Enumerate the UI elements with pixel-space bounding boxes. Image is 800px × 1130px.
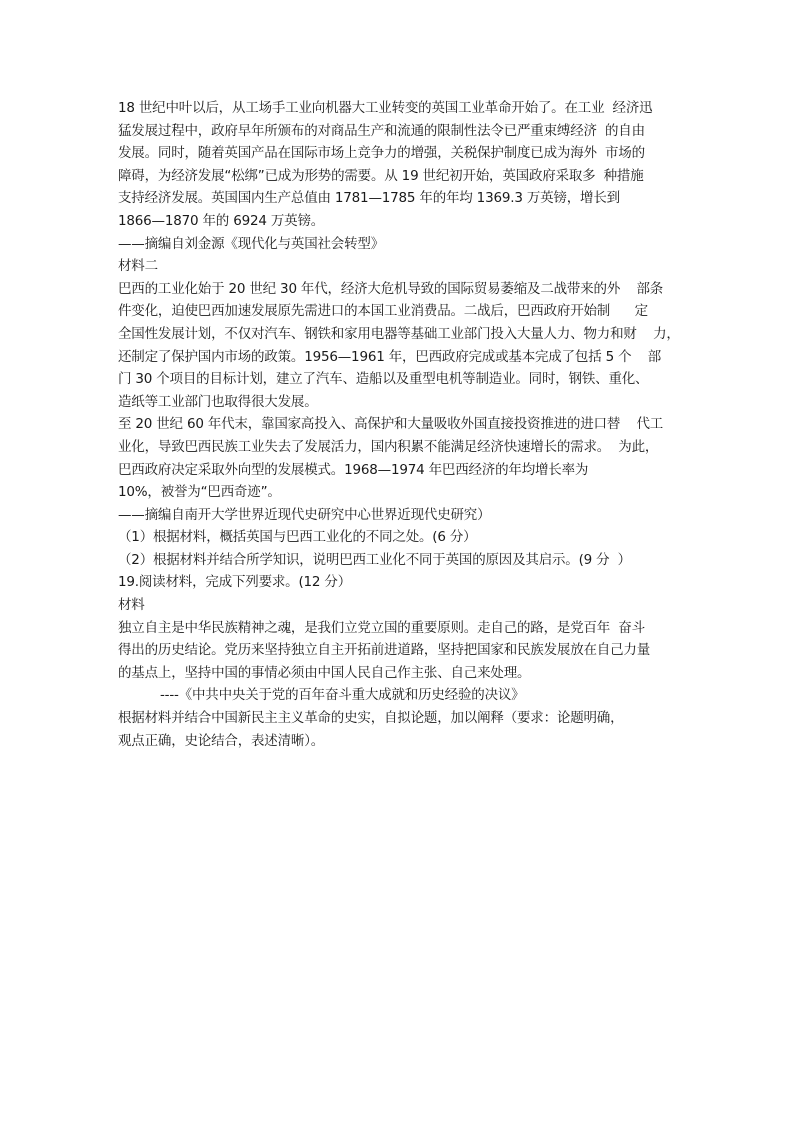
text-line: 猛发展过程中，政府早年所颁布的对商品生产和流通的限制性法令已严重束缚经济 的自由	[118, 122, 645, 139]
text-line: 10%，被誉为“巴西奇迹”。	[118, 484, 281, 501]
citation-line: ——摘编自刘金源《现代化与英国社会转型》	[118, 235, 384, 252]
text-line: 得出的历史结论。党历来坚持独立自主开拓前进道路，坚持把国家和民族发展放在自己力量	[118, 642, 650, 659]
text-line: 障碍，为经济发展“松绑”已成为形势的需要。从 19 世纪初开始，英国政府采取多 种措施	[118, 167, 644, 184]
text-line: 至 20 世纪 60 年代末，靠国家高投入、高保护和大量吸收外国直接投资推进的进口替 代工	[118, 416, 664, 433]
instruction-line: 观点正确，史论结合，表述清晰）。	[118, 732, 325, 749]
text-line: 18 世纪中叶以后，从工场手工业向机器大工业转变的英国工业革命开始了。在工业 经济迅	[118, 100, 653, 116]
text-line: 门 30 个项目的目标计划，建立了汽车、造船以及重型电机等制造业。同时，钢铁、重化、	[118, 371, 649, 388]
text-line: 1866—1870 年的 6924 万英镑。	[118, 212, 325, 229]
question-line: 19.阅读材料，完成下列要求。(12 分）	[118, 574, 352, 591]
text-line: 件变化，迫使巴西加速发展原先需进口的本国工业消费品。二战后，巴西政府开始制 定	[118, 303, 648, 320]
question-line: （1）根据材料，概括英国与巴西工业化的不同之处。(6 分）	[118, 529, 477, 546]
text-line: 的基点上，坚持中国的事情必须由中国人民自己作主张、自己来处理。	[118, 664, 531, 681]
text-line: 支持经济发展。英国国内生产总值由 1781—1785 年的年均 1369.3 万英镑，增长到	[118, 190, 620, 207]
text-line: 巴西的工业化始于 20 世纪 30 年代，经济大危机导致的国际贸易萎缩及二战带来的外 部条	[118, 280, 664, 297]
text-line: 全国性发展计划，不仅对汽车、钢铁和家用电器等基础工业部门投入大量人力、物力和财 力，	[118, 325, 680, 342]
text-line: 还制定了保护国内市场的政策。1956—1961 年，巴西政府完成或基本完成了包括 5 个 部	[118, 348, 662, 365]
section-heading: 材料	[118, 597, 145, 614]
section-heading: 材料二	[118, 258, 158, 275]
text-line: 造纸等工业部门也取得很大发展。	[118, 393, 318, 410]
instruction-line: 根据材料并结合中国新民主主义革命的史实，自拟论题，加以阐释（要求：论题明确，	[118, 710, 624, 727]
text-line: 业化，导致巴西民族工业失去了发展活力，国内积累不能满足经济快速增长的需求。 为此，	[118, 438, 659, 455]
text-line: 巴西政府决定采取外向型的发展模式。1968—1974 年巴西经济的年均增长率为	[118, 461, 589, 478]
text-line: 发展。同时，随着英国产品在国际市场上竞争力的增强，关税保护制度已成为海外 市场的	[118, 145, 645, 162]
document-body	[118, 97, 698, 752]
question-line: （2）根据材料并结合所学知识，说明巴西工业化不同于英国的原因及其启示。(9 分 ）	[118, 551, 631, 568]
text-line: 独立自主是中华民族精神之魂，是我们立党立国的重要原则。走自己的路，是党百年 奋斗	[118, 619, 645, 636]
citation-line: ——摘编自南开大学世界近现代史研究中心世界近现代史研究）	[118, 506, 491, 523]
source-note: ----《中共中央关于党的百年奋斗重大成就和历史经验的决议》	[160, 687, 525, 704]
